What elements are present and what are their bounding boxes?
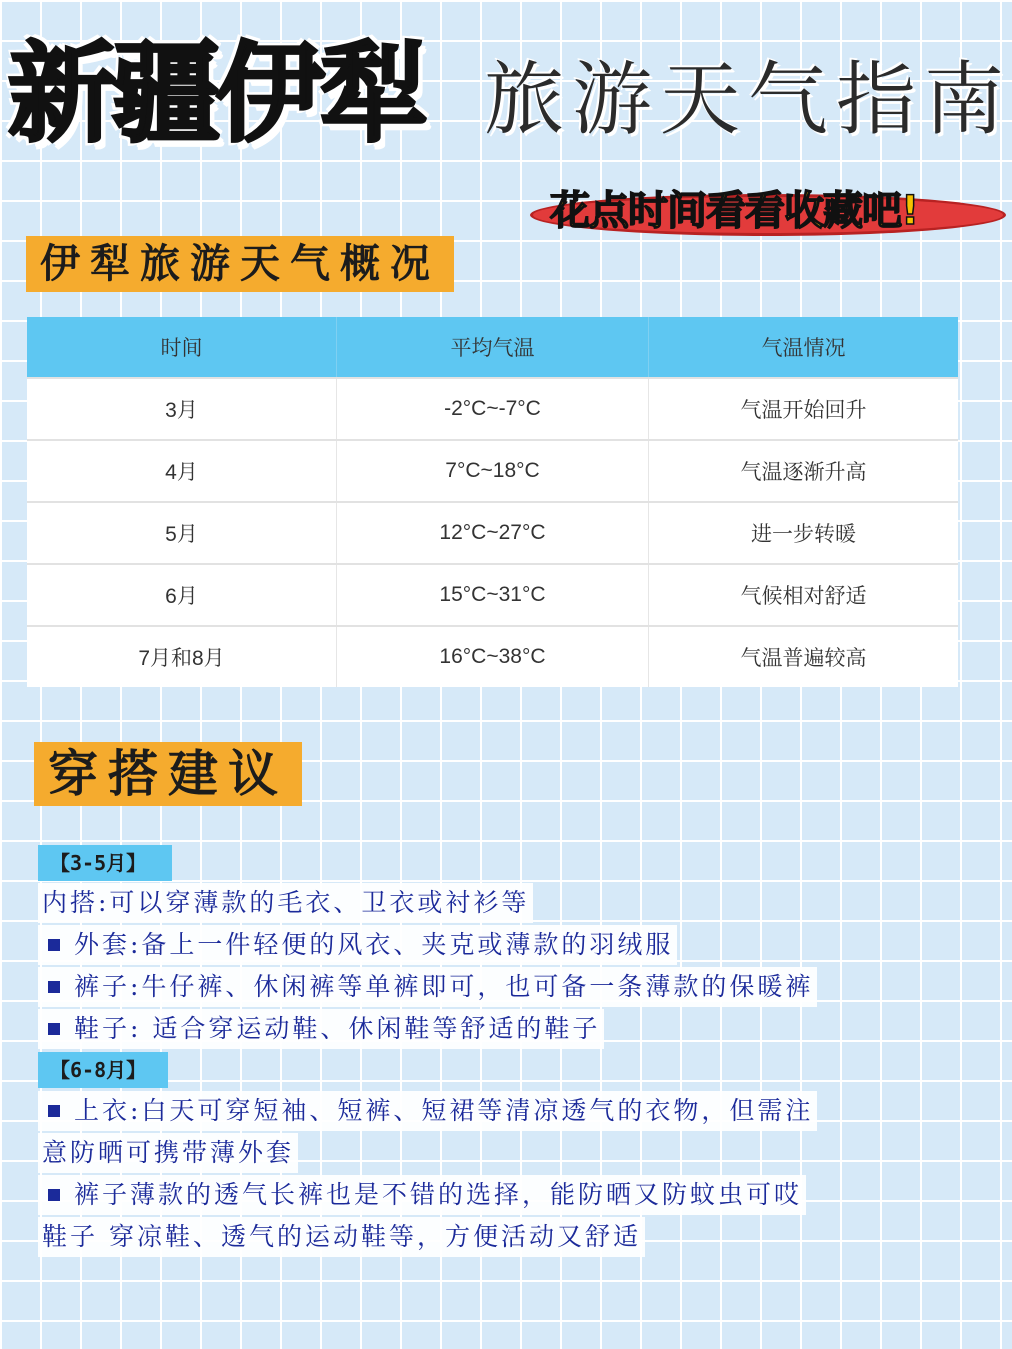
table-cell-desc: 气温普遍较高 bbox=[648, 626, 958, 687]
bullet-icon bbox=[48, 1105, 60, 1117]
page-title: 新疆伊犁 bbox=[8, 32, 425, 157]
table-cell-month: 3月 bbox=[27, 378, 337, 440]
weather-table bbox=[27, 317, 958, 687]
table-cell-desc: 气温开始回升 bbox=[648, 378, 958, 440]
advice-line-item bbox=[38, 925, 677, 965]
table-cell-month: 7月和8月 bbox=[27, 626, 337, 687]
advice-line: 鞋子 穿凉鞋、透气的运动鞋等，方便活动又舒适 bbox=[38, 1217, 645, 1257]
table-cell-temp: 16°C~38°C bbox=[337, 626, 649, 687]
save-reminder-banner bbox=[530, 186, 1008, 234]
banner-text: 花点时间看看收藏吧! bbox=[550, 188, 919, 234]
table-header-cell: 气温情况 bbox=[648, 317, 958, 378]
bullet-icon bbox=[48, 1189, 60, 1201]
table-row bbox=[27, 378, 958, 440]
advice-line-text: 裤子薄款的透气长裤也是不错的选择，能防晒又防蚊虫可哎 bbox=[74, 1180, 803, 1209]
table-cell-desc: 气温逐渐升高 bbox=[648, 440, 958, 502]
table-cell-temp: 12°C~27°C bbox=[337, 502, 649, 564]
period-tag-jun-aug: 【6-8月】 bbox=[38, 1052, 168, 1088]
advice-line-item bbox=[38, 1009, 604, 1049]
table-cell-temp: 7°C~18°C bbox=[337, 440, 649, 502]
advice-line-item bbox=[38, 1091, 817, 1131]
section-weather-overview-label: 伊犁旅游天气概况 bbox=[26, 236, 454, 292]
page-subtitle: 旅游天气指南 bbox=[484, 53, 1012, 146]
advice-line-item bbox=[38, 967, 817, 1007]
advice-line-text: 裤子:牛仔裤、休闲裤等单裤即可，也可备一条薄款的保暖裤 bbox=[74, 972, 814, 1001]
bullet-icon bbox=[48, 939, 60, 951]
table-row bbox=[27, 440, 958, 502]
table-cell-month: 5月 bbox=[27, 502, 337, 564]
advice-line-text: 外套:备上一件轻便的风衣、夹克或薄款的羽绒服 bbox=[74, 930, 674, 959]
advice-line: 内搭:可以穿薄款的毛衣、卫衣或衬衫等 bbox=[38, 883, 533, 923]
section-outfit-advice-label: 穿搭建议 bbox=[34, 742, 302, 806]
table-header-cell: 时间 bbox=[27, 317, 337, 378]
advice-line: 意防晒可携带薄外套 bbox=[38, 1133, 298, 1173]
advice-line-item bbox=[38, 1175, 806, 1215]
advice-line-text: 上衣:白天可穿短袖、短裤、短裙等清凉透气的衣物，但需注 bbox=[74, 1096, 814, 1125]
table-row bbox=[27, 502, 958, 564]
bullet-icon bbox=[48, 981, 60, 993]
table-cell-temp: -2°C~-7°C bbox=[337, 378, 649, 440]
table-cell-desc: 气候相对舒适 bbox=[648, 564, 958, 626]
period-tag-mar-may: 【3-5月】 bbox=[38, 845, 172, 881]
table-row bbox=[27, 564, 958, 626]
table-row bbox=[27, 626, 958, 687]
table-header-row bbox=[27, 317, 958, 378]
table-cell-month: 4月 bbox=[27, 440, 337, 502]
advice-line-text: 鞋子: 适合穿运动鞋、休闲鞋等舒适的鞋子 bbox=[74, 1014, 601, 1043]
table-cell-desc: 进一步转暖 bbox=[648, 502, 958, 564]
table-header-cell: 平均气温 bbox=[337, 317, 649, 378]
table-cell-temp: 15°C~31°C bbox=[337, 564, 649, 626]
table-cell-month: 6月 bbox=[27, 564, 337, 626]
bullet-icon bbox=[48, 1023, 60, 1035]
